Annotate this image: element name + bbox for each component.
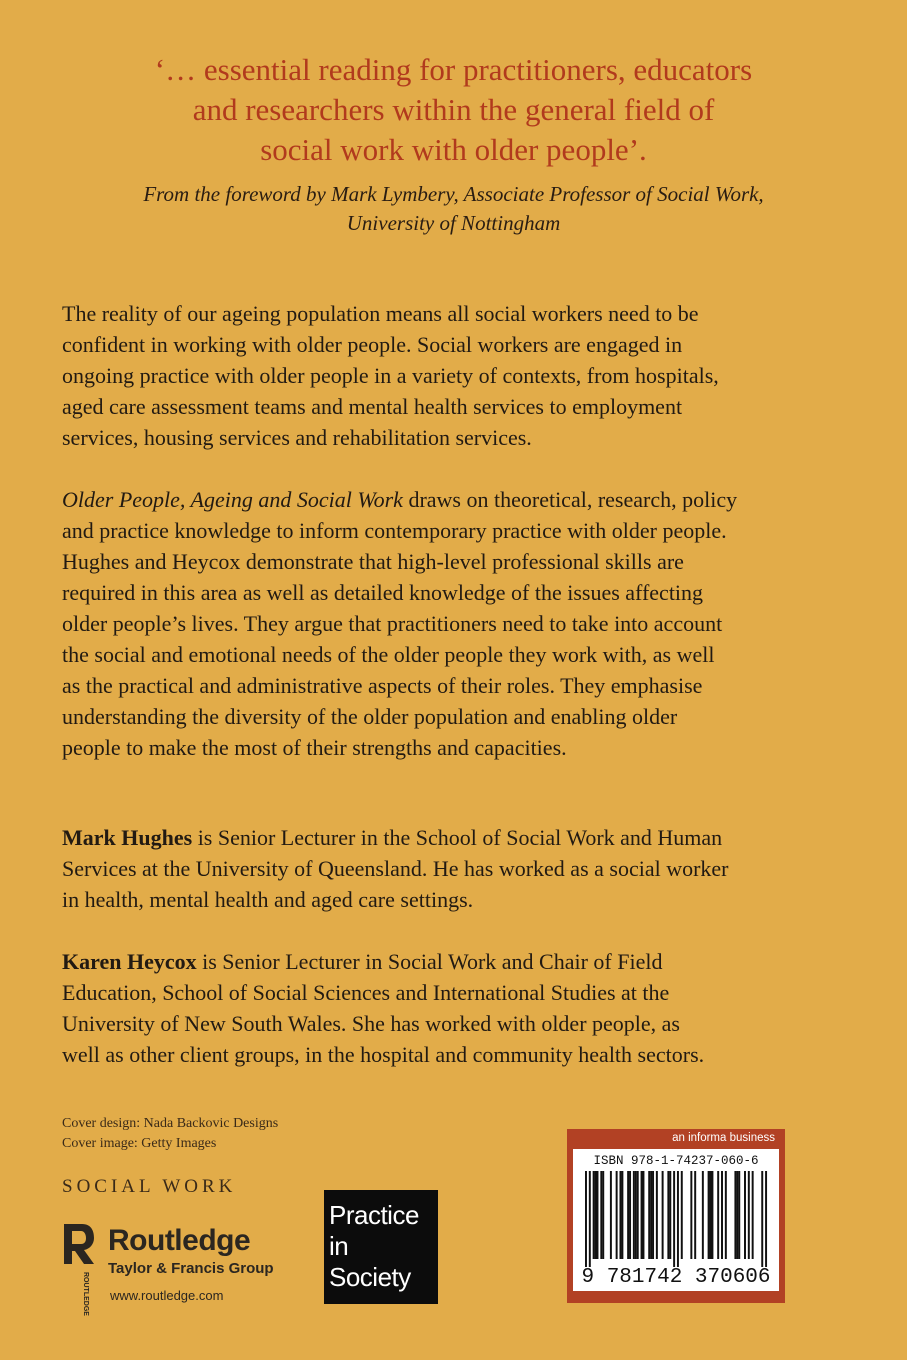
barcode-bar bbox=[619, 1171, 621, 1259]
text-line: Services at the University of Queensland. He has worked as a social worker bbox=[62, 856, 729, 881]
text-line: the social and emotional needs of the older people they work with, as well bbox=[62, 642, 715, 667]
barcode-bar bbox=[662, 1171, 664, 1259]
barcode-bar bbox=[681, 1171, 683, 1259]
barcode-bar bbox=[602, 1171, 604, 1259]
text-line: well as other client groups, in the hospital and community health sectors. bbox=[62, 1042, 705, 1067]
attribution-line: University of Nottingham bbox=[346, 211, 561, 235]
text-line: older people’s lives. They argue that practitioners need to take into account bbox=[62, 611, 723, 636]
description-paragraph-1 bbox=[62, 298, 862, 453]
barcode-bar bbox=[621, 1171, 623, 1259]
barcode-bar bbox=[595, 1171, 597, 1259]
barcode-bar bbox=[717, 1171, 719, 1259]
series-label: SOCIAL WORK bbox=[62, 1176, 237, 1197]
barcode-bar bbox=[710, 1171, 712, 1259]
barcode-bar bbox=[641, 1171, 643, 1259]
barcode-bar bbox=[734, 1171, 736, 1259]
barcode-bar bbox=[633, 1171, 635, 1259]
publisher-url: www.routledge.com bbox=[110, 1288, 224, 1303]
quote-attribution bbox=[40, 180, 867, 238]
informa-tagline: an informa business bbox=[672, 1132, 775, 1144]
text-line: and practice knowledge to inform contemporary practice with older people. bbox=[62, 518, 727, 543]
barcode-bar bbox=[702, 1171, 704, 1259]
author-bio-hughes bbox=[62, 822, 862, 915]
badge-line: Society bbox=[329, 1262, 411, 1292]
quote-line: ‘… essential reading for practitioners, educators bbox=[154, 52, 753, 87]
text-line: confident in working with older people. Social workers are engaged in bbox=[62, 332, 683, 357]
barcode-bar bbox=[744, 1171, 746, 1259]
text-span: is Senior Lecturer in the School of Social Work and Human bbox=[192, 825, 723, 850]
text-line: Education, School of Social Sciences and International Studies at the bbox=[62, 980, 670, 1005]
cover-image-credit: Cover image: Getty Images bbox=[62, 1136, 217, 1151]
barcode-bar bbox=[600, 1171, 602, 1259]
routledge-mark-icon bbox=[62, 1222, 96, 1316]
barcode-bar bbox=[585, 1171, 587, 1267]
description-paragraph-2 bbox=[62, 484, 862, 763]
text-line: as the practical and administrative aspects of their roles. They emphasise bbox=[62, 673, 703, 698]
barcode-bar bbox=[694, 1171, 696, 1259]
text-line bbox=[62, 946, 862, 977]
text-line: people to make the most of their strengths and capacities. bbox=[62, 735, 567, 760]
barcode-bar bbox=[642, 1171, 644, 1259]
text-line: Hughes and Heycox demonstrate that high-level professional skills are bbox=[62, 549, 684, 574]
barcode-bar bbox=[656, 1171, 658, 1259]
barcode-bar bbox=[690, 1171, 692, 1259]
text-line: services, housing services and rehabilitation services. bbox=[62, 425, 532, 450]
author-name: Mark Hughes bbox=[62, 825, 193, 850]
badge-line: in bbox=[329, 1231, 349, 1261]
quote-line: social work with older people’. bbox=[260, 132, 647, 167]
ean-number: 9 781742 370606 bbox=[581, 1266, 771, 1289]
barcode-bar bbox=[765, 1171, 767, 1267]
barcode-bar bbox=[616, 1171, 618, 1259]
author-bio-heycox bbox=[62, 946, 862, 1070]
routledge-mark-text: ROUTLEDGE bbox=[82, 1272, 89, 1316]
text-line: ongoing practice with older people in a variety of contexts, from hospitals, bbox=[62, 363, 719, 388]
barcode-label bbox=[573, 1149, 779, 1291]
text-line bbox=[62, 822, 862, 853]
text-line: in health, mental health and aged care settings. bbox=[62, 887, 474, 912]
text-line: aged care assessment teams and mental health services to employment bbox=[62, 394, 683, 419]
pull-quote bbox=[60, 50, 847, 170]
barcode-bar bbox=[673, 1171, 675, 1267]
cover-credits bbox=[62, 1114, 278, 1154]
barcode-bar bbox=[748, 1171, 750, 1259]
text-line: understanding the diversity of the older population and enabling older bbox=[62, 704, 678, 729]
text-line: required in this area as well as detailed knowledge of the issues affecting bbox=[62, 580, 704, 605]
barcode-bar bbox=[589, 1171, 591, 1267]
barcode-bar bbox=[610, 1171, 612, 1259]
barcode-bar bbox=[738, 1171, 740, 1259]
text-line bbox=[62, 484, 862, 515]
quote-line: and researchers within the general field of bbox=[192, 92, 715, 127]
text-line: The reality of our ageing population means all social workers need to be bbox=[62, 301, 699, 326]
book-title: Older People, Ageing and Social Work bbox=[62, 487, 403, 512]
barcode-bar bbox=[669, 1171, 671, 1259]
barcode-bar bbox=[725, 1171, 727, 1259]
barcode-bar bbox=[721, 1171, 723, 1259]
publisher-group: Taylor & Francis Group bbox=[108, 1260, 274, 1277]
barcode-bar bbox=[648, 1171, 650, 1259]
attribution-line: From the foreword by Mark Lymbery, Associate Professor of Social Work, bbox=[143, 182, 764, 206]
barcode-panel bbox=[567, 1129, 785, 1303]
barcode-bar bbox=[652, 1171, 654, 1259]
isbn-number: ISBN 978-1-74237-060-6 bbox=[593, 1154, 759, 1168]
barcode-bar bbox=[736, 1171, 738, 1259]
barcode-bar bbox=[752, 1171, 754, 1259]
text-span: is Senior Lecturer in Social Work and Chair of Field bbox=[196, 949, 663, 974]
text-line: University of New South Wales. She has worked with older people, as bbox=[62, 1011, 680, 1036]
barcode-bar bbox=[708, 1171, 710, 1259]
barcode-bar bbox=[637, 1171, 639, 1259]
author-name: Karen Heycox bbox=[62, 949, 197, 974]
text-span: draws on theoretical, research, policy bbox=[402, 487, 738, 512]
barcode-bar bbox=[596, 1171, 598, 1259]
barcode-bar bbox=[629, 1171, 631, 1259]
badge-line: Practice bbox=[329, 1200, 419, 1230]
barcode-bar bbox=[667, 1171, 669, 1259]
barcode-icon bbox=[585, 1171, 767, 1267]
cover-design-credit: Cover design: Nada Backovic Designs bbox=[62, 1116, 279, 1131]
barcode-bar bbox=[761, 1171, 763, 1267]
barcode-bar bbox=[650, 1171, 652, 1259]
barcode-bar bbox=[635, 1171, 637, 1259]
barcode-bar bbox=[711, 1171, 713, 1259]
publisher-name: Routledge bbox=[108, 1224, 251, 1257]
barcode-bar bbox=[677, 1171, 679, 1267]
barcode-bar bbox=[593, 1171, 595, 1259]
barcode-bar bbox=[627, 1171, 629, 1259]
practice-in-society-badge bbox=[324, 1190, 438, 1304]
